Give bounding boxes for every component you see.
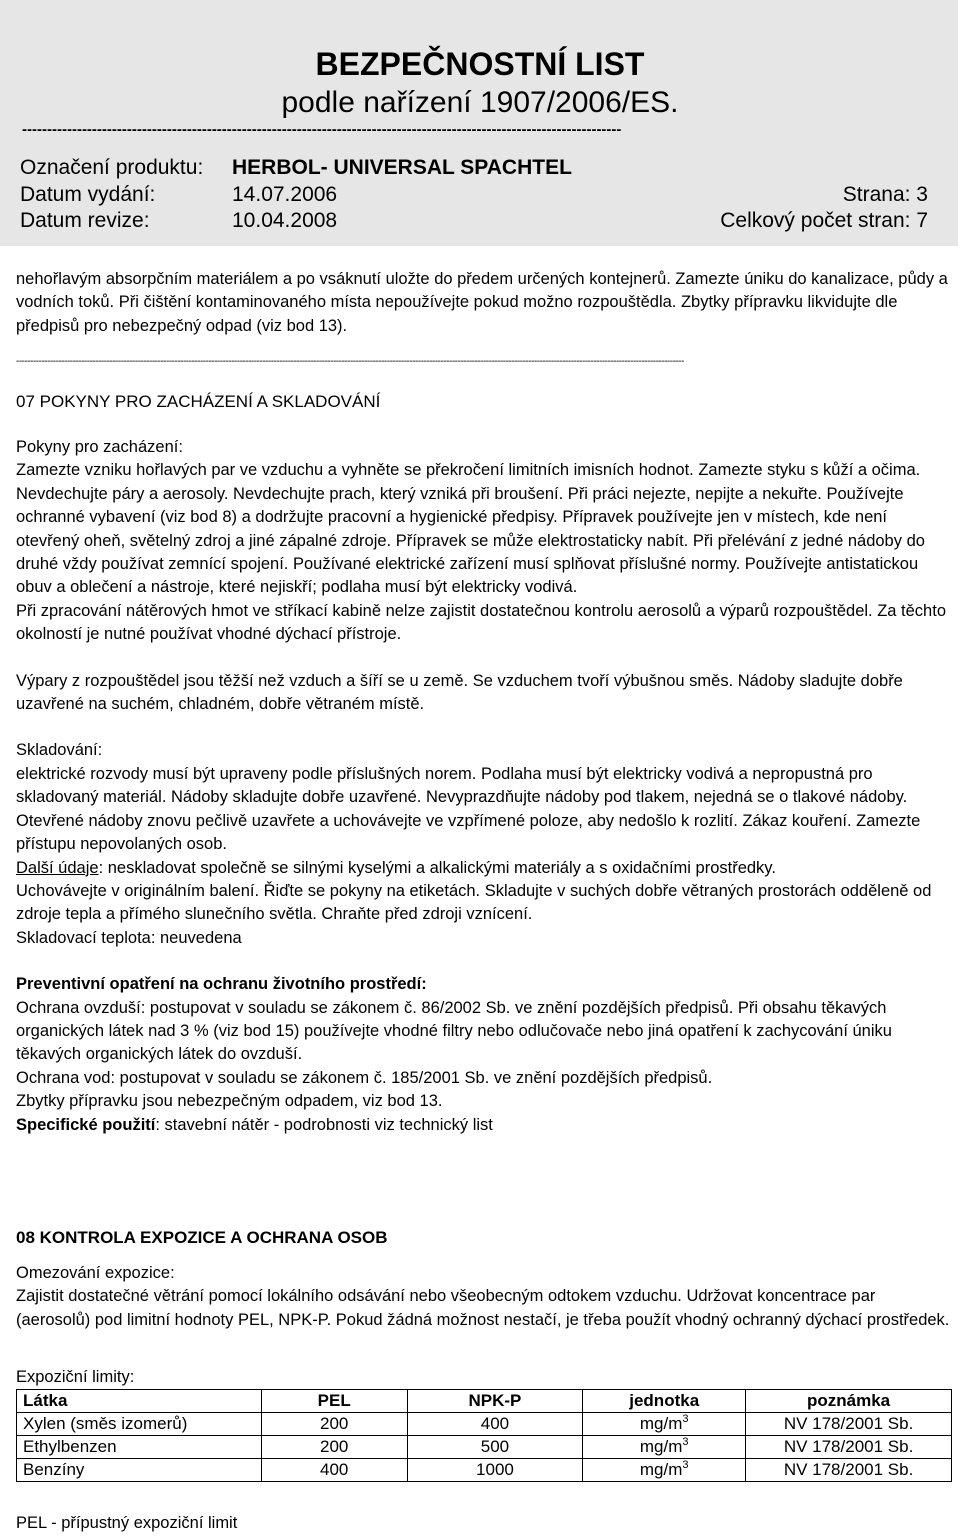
- document-title: BEZPEČNOSTNÍ LIST: [315, 46, 645, 82]
- revision-date-label: Datum revize:: [20, 209, 150, 232]
- intro-paragraph: [16, 268, 950, 338]
- further-label: Další údaje: [16, 858, 99, 877]
- specific-use-label: Specifické použití: [16, 1115, 156, 1134]
- cell-unit: $mg/m^3$: [583, 1459, 746, 1482]
- table-row: [17, 1436, 952, 1459]
- exposure-control-label: Omezování expozice:: [16, 1264, 175, 1282]
- header-note: poznámka: [746, 1390, 952, 1413]
- cell-substance: Ethylbenzen: [17, 1436, 262, 1459]
- cell-substance: Xylen (směs izomerů): [17, 1413, 262, 1436]
- cell-note: NV 178/2001 Sb.: [746, 1413, 952, 1436]
- cell-substance: Benzíny: [17, 1459, 262, 1482]
- further-info: [16, 857, 950, 880]
- document-header: [0, 0, 958, 248]
- product-label: Označení produktu:: [20, 156, 204, 179]
- section-07-body: [16, 436, 950, 1137]
- header-rule: ------------------------------------------------------------------------------------------------------------------------: [22, 122, 622, 138]
- cell-unit: $mg/m^3$: [583, 1436, 746, 1459]
- cell-pel: 200: [261, 1413, 407, 1436]
- pel-footnote: PEL - přípustný expoziční limit: [16, 1514, 238, 1532]
- storage-text: elektrické rozvody musí být upraveny podle příslušných norem. Podlaha musí být elektricky vodivá a nepropustná pro skladovaný materiál. Nádoby skladujte dobře uzavřené. Nevyprazdňujte nádoby pod tlakem, nejedná se o tlakové nádoby. Otevřené nádoby znovu pečlivě uzavřete a uchovávejte ve vzpřímené poloze, aby nedošlo k rozlití. Zákaz kouření. Zamezte přístupu nepovolaných osob.: [16, 764, 921, 854]
- storage-label: Skladování:: [16, 741, 103, 760]
- cell-note: NV 178/2001 Sb.: [746, 1459, 952, 1482]
- revision-date-value: 10.04.2008: [232, 209, 338, 232]
- cell-npk: 1000: [407, 1459, 583, 1482]
- further-text: : neskladovat společně se silnými kyselými a alkalickými materiály a s oxidačními prostředky.: [98, 858, 776, 877]
- cell-pel: 400: [261, 1459, 407, 1482]
- waste-text: Zbytky přípravku jsou nebezpečným odpadem, viz bod 13.: [16, 1092, 443, 1111]
- handling-text: Zamezte vzniku hořlavých par ve vzduchu a vyhněte se překročení limitních imisních hodnot. Zamezte styku s kůží a očima. Nevdechujte páry a aerosoly. Nevdechujte prach, který vzniká při broušení. Při práci nejezte, nepijte a nekuřte. Používejte ochranné vybavení (viz bod 8) a dodržujte pracovní a hygienické předpisy. Přípravek používejte jen v místech, kde není otevřený oheň, světelný zdroj a jiné zápalné zdroje. Přípravek se může elektrostaticky nabít. Při přelévání z jedné nádoby do druhé vždy používat zemnící spojení. Používané elektrické zařízení musí splňovat příslušné normy. Používejte antistatickou obuv a oblečení a nástroje, které nejiskří; podlaha musí být elektricky vodivá.: [16, 461, 925, 597]
- cell-unit: $mg/m^3$: [583, 1413, 746, 1436]
- cell-note: NV 178/2001 Sb.: [746, 1436, 952, 1459]
- header-substance: Látka: [17, 1390, 262, 1413]
- section-07-title: 07 POKYNY PRO ZACHÁZENÍ A SKLADOVÁNÍ: [16, 392, 381, 411]
- header-npk: NPK-P: [407, 1390, 583, 1413]
- specific-use-text: : stavební nátěr - podrobnosti viz technický list: [155, 1115, 493, 1134]
- exposure-limits-label: Expoziční limity: [16, 1368, 130, 1386]
- product-name: HERBOL- UNIVERSAL SPACHTEL: [232, 156, 572, 179]
- cell-pel: 200: [261, 1436, 407, 1459]
- issue-date-label: Datum vydání:: [20, 183, 156, 206]
- total-pages: Celkový počet stran: 7: [720, 209, 928, 232]
- section-08-title: 08 KONTROLA EXPOZICE A OCHRANA OSOB: [16, 1228, 388, 1247]
- section-08-body: [16, 1262, 950, 1332]
- header-pel: PEL: [261, 1390, 407, 1413]
- intro-text: nehořlavým absorpčním materiálem a po vsáknutí uložte do předem určených kontejnerů. Zamezte únіku do kanalizace, půdy a vodních toků. Při čištění kontaminovaného místa nepoužívejte pokud možno rozpouštědla. Zbytky přípravku likvidujte dle předpisů pro nebezpečný odpad (viz bod 13).: [16, 270, 948, 335]
- prevention-label: Preventivní opatření na ochranu životního prostředí:: [16, 975, 427, 994]
- table-header-row: [17, 1390, 952, 1413]
- table-row: [17, 1413, 952, 1436]
- water-protection-text: Ochrana vod: postupovat v souladu se zákonem č. 185/2001 Sb. ve znění pozdějších předpisů.: [16, 1068, 713, 1087]
- exposure-control-text: Zajistit dostatečné větrání pomocí lokálního odsávání nebo všeobecným odtokem vzduchu. Udržovat koncentrace par (aerosolů) pod limitní hodnoty PEL, NPK-P. Pokud žádná možnost nestačí, je třeba použít vhodný ochranný dýchací prostředek.: [16, 1287, 950, 1329]
- cell-npk: 400: [407, 1413, 583, 1436]
- footnote: [16, 1512, 950, 1535]
- specific-use: [16, 1114, 950, 1137]
- air-protection-text: Ochrana ovzduší: postupovat v souladu se zákonem č. 86/2002 Sb. ve znění pozdějších předpisů. Při obsahu těkavých organických látek nad 3 % (viz bod 15) používejte vhodné filtry nebo odlučovače nebo jiná opatření k zachycování úniku těkavých organických látek do ovzduší.: [16, 998, 892, 1064]
- exposure-limits-table: [16, 1389, 952, 1482]
- header-unit: jednotka: [583, 1390, 746, 1413]
- exposure-limits-heading: [16, 1366, 950, 1389]
- handling-text-2: Při zpracování nátěrových hmot ve stříkací kabině nelze zajistit dostatečnou kontrolu aerosolů a výparů rozpouštědel. Za těchto okolností je nutné používat vhodné dýchací přístroje.: [16, 601, 946, 644]
- document-subtitle: podle nařízení 1907/2006/ES.: [281, 86, 679, 119]
- cell-npk: 500: [407, 1436, 583, 1459]
- storage-temperature: Skladovací teplota: neuvedena: [16, 928, 242, 947]
- exposure-limits-colon: :: [129, 1368, 135, 1386]
- table-row: [17, 1459, 952, 1482]
- handling-label: Pokyny pro zacházení:: [16, 438, 183, 456]
- vapour-text: Výpary z rozpouštědel jsou těžší než vzduch a šíří se u země. Se vzduchem tvoří výbušnou směs. Nádoby sladujte dobře uzavřené na suchém, chladném, dobře větraném místě.: [16, 671, 903, 714]
- section-separator: --------------------------------------------------------------------------------------------------------------------------------------------------------------------------------------------------------------------------------------------: [16, 358, 684, 366]
- page-number: Strana: 3: [842, 183, 928, 206]
- issue-date-value: 14.07.2006: [232, 183, 338, 206]
- original-package-text: Uchovávejte v originálním balení. Řiďte se pokyny na etiketách. Skladujte v suchých dobře větraných prostorách odděleně od zdroje tepla a přímého slunečního světla. Chraňte před zdroji vznícení.: [16, 881, 932, 924]
